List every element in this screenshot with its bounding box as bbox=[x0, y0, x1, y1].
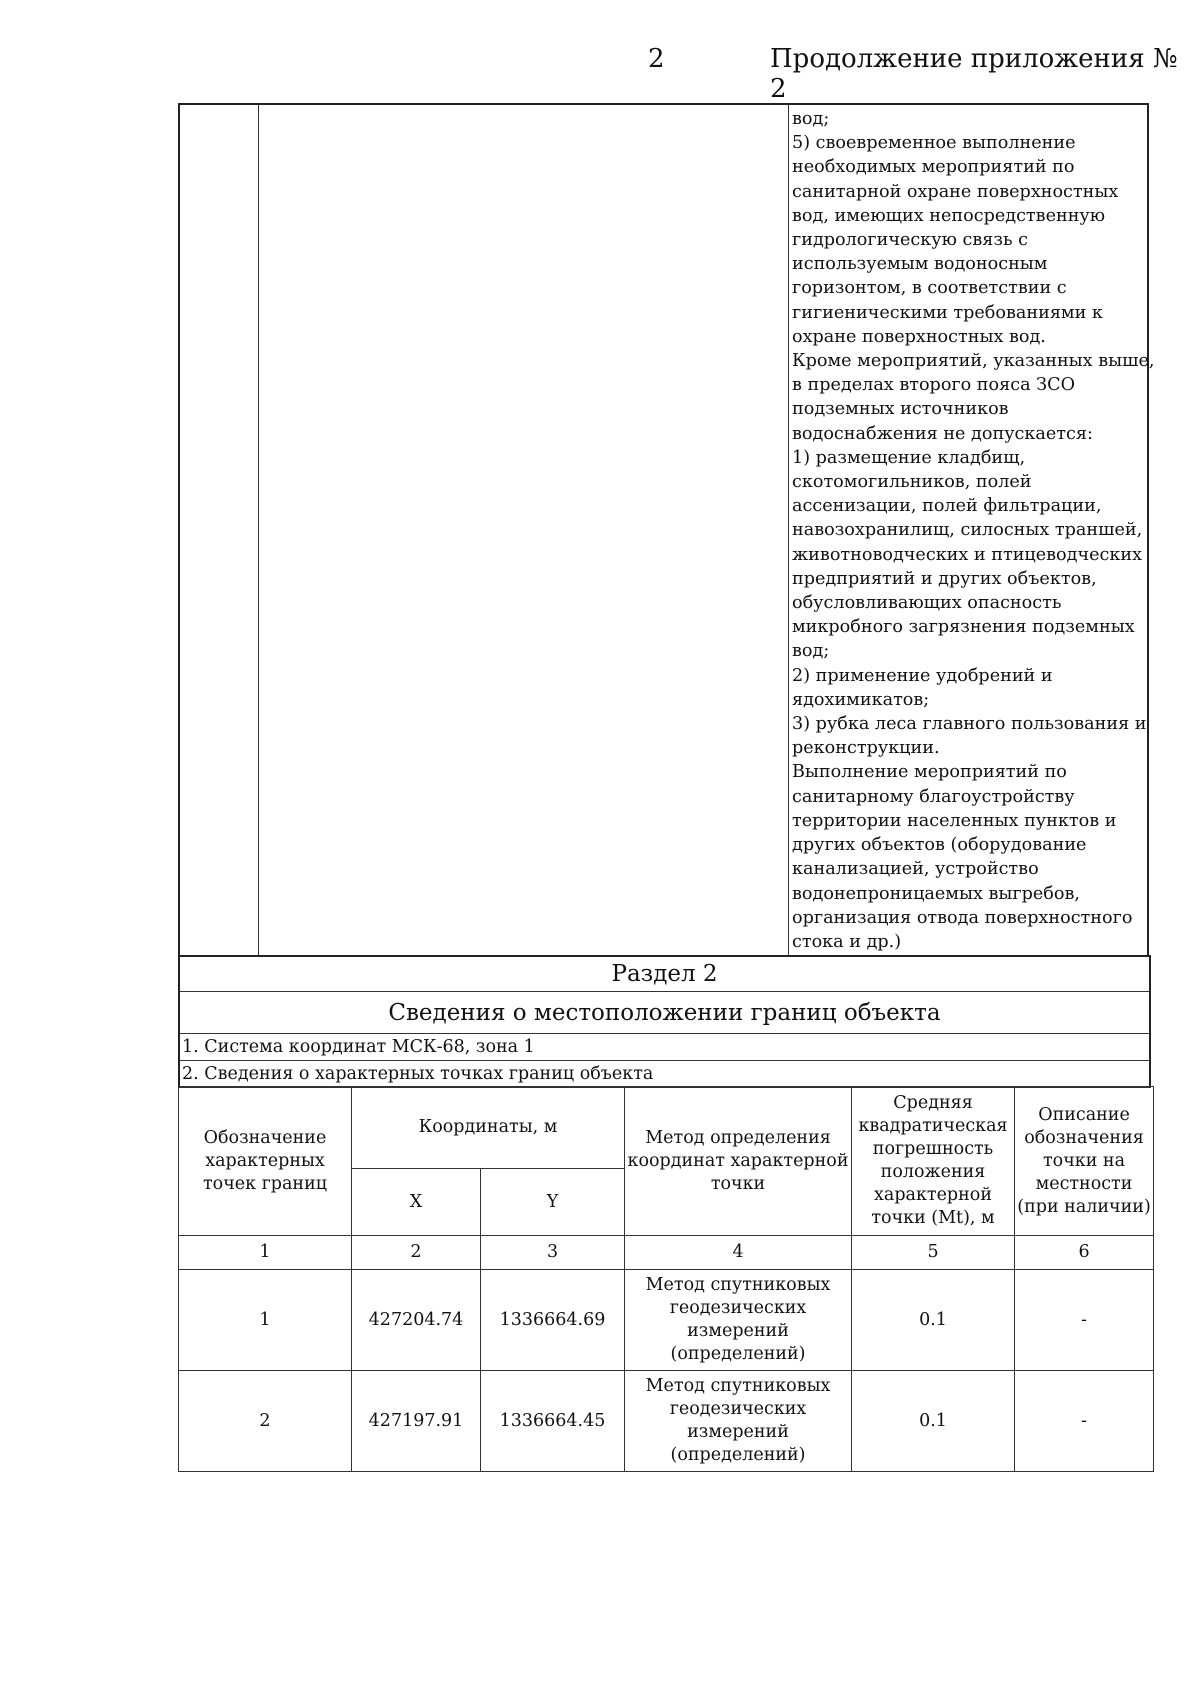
header-description: Описание обозначения точки на местности (при наличии) bbox=[1015, 1087, 1154, 1236]
points-caption-row: 2. Сведения о характерных точках границ объекта bbox=[180, 1061, 1149, 1088]
section-label: Раздел 2 bbox=[180, 957, 1149, 992]
point-description: - bbox=[1015, 1371, 1154, 1472]
column-divider bbox=[258, 105, 259, 955]
point-error: 0.1 bbox=[852, 1270, 1015, 1371]
coord-system-row: 1. Система координат МСК-68, зона 1 bbox=[180, 1034, 1149, 1061]
col-number: 2 bbox=[352, 1236, 481, 1270]
text-line: скотомогильников, полей bbox=[792, 472, 1032, 493]
table-row bbox=[179, 1371, 1154, 1472]
text-line: 3) рубка леса главного пользования и bbox=[792, 714, 1147, 735]
text-line: санитарной охране поверхностных bbox=[792, 181, 1119, 202]
text-line: других объектов (оборудование bbox=[792, 835, 1087, 856]
text-line: предприятий и других объектов, bbox=[792, 568, 1097, 589]
col-number: 4 bbox=[625, 1236, 852, 1270]
text-line: необходимых мероприятий по bbox=[792, 157, 1075, 178]
measures-text bbox=[792, 107, 1155, 954]
text-line: охране поверхностных вод. bbox=[792, 326, 1046, 347]
text-line: санитарному благоустройству bbox=[792, 786, 1075, 807]
point-id: 1 bbox=[179, 1270, 352, 1371]
text-line: Кроме мероприятий, указанных выше, bbox=[792, 351, 1155, 372]
page-number: 2 bbox=[648, 44, 665, 74]
text-line: канализацией, устройство bbox=[792, 859, 1039, 880]
text-line: в пределах второго пояса ЗСО bbox=[792, 375, 1076, 396]
text-line: вод; bbox=[792, 641, 830, 662]
point-description: - bbox=[1015, 1270, 1154, 1371]
point-y: 1336664.45 bbox=[481, 1371, 625, 1472]
text-line: ядохимикатов; bbox=[792, 689, 930, 710]
boundary-points-table bbox=[178, 1086, 1154, 1472]
text-line: реконструкции. bbox=[792, 738, 940, 759]
section-title: Сведения о местоположении границ объекта bbox=[180, 992, 1149, 1034]
col-number: 6 bbox=[1015, 1236, 1154, 1270]
point-error: 0.1 bbox=[852, 1371, 1015, 1472]
text-line: микробного загрязнения подземных bbox=[792, 617, 1135, 638]
text-line: вод; bbox=[792, 109, 830, 129]
point-id: 2 bbox=[179, 1371, 352, 1472]
text-line: обусловливающих опасность bbox=[792, 593, 1062, 614]
text-line: 5) своевременное выполнение bbox=[792, 133, 1076, 154]
text-line: территории населенных пунктов и bbox=[792, 810, 1117, 831]
text-line: 1) размещение кладбищ, bbox=[792, 447, 1026, 468]
text-line: водонепроницаемых выгребов, bbox=[792, 883, 1080, 904]
text-line: водоснабжения не допускается: bbox=[792, 423, 1093, 444]
header-error: Средняя квадратическая погрешность положения характерной точки (Mt), м bbox=[852, 1087, 1015, 1236]
text-line: организация отвода поверхностного bbox=[792, 907, 1133, 928]
header-y: Y bbox=[481, 1169, 625, 1236]
text-line: гигиеническими требованиями к bbox=[792, 302, 1103, 323]
col-number: 5 bbox=[852, 1236, 1015, 1270]
text-line: используемым водоносным bbox=[792, 254, 1048, 275]
text-line: стока и др.) bbox=[792, 931, 902, 952]
point-y: 1336664.69 bbox=[481, 1270, 625, 1371]
measures-table bbox=[178, 103, 1155, 955]
text-line: 2) применение удобрений и bbox=[792, 665, 1053, 686]
col-number: 3 bbox=[481, 1236, 625, 1270]
section-2-block bbox=[178, 955, 1151, 1088]
page-header-title: Продолжение приложения № 2 bbox=[770, 44, 1178, 104]
text-line: подземных источников bbox=[792, 399, 1009, 420]
header-x: X bbox=[352, 1169, 481, 1236]
header-point-designation: Обозначение характерных точек границ bbox=[179, 1087, 352, 1236]
point-x: 427197.91 bbox=[352, 1371, 481, 1472]
text-line: ассенизации, полей фильтрации, bbox=[792, 496, 1102, 517]
text-line: навозохранилищ, силосных траншей, bbox=[792, 520, 1143, 541]
header-method: Метод определения координат характерной точки bbox=[625, 1087, 852, 1236]
header-coordinates: Координаты, м bbox=[352, 1087, 625, 1169]
point-x: 427204.74 bbox=[352, 1270, 481, 1371]
column-divider bbox=[788, 105, 789, 955]
col-number: 1 bbox=[179, 1236, 352, 1270]
table-row bbox=[179, 1270, 1154, 1371]
text-line: гидрологическую связь с bbox=[792, 230, 1028, 251]
text-line: животноводческих и птицеводческих bbox=[792, 544, 1143, 565]
point-method: Метод спутниковых геодезических измерений (определений) bbox=[625, 1270, 852, 1371]
point-method: Метод спутниковых геодезических измерений (определений) bbox=[625, 1371, 852, 1472]
text-line: горизонтом, в соответствии с bbox=[792, 278, 1067, 299]
text-line: Выполнение мероприятий по bbox=[792, 762, 1067, 783]
text-line: вод, имеющих непосредственную bbox=[792, 205, 1106, 226]
